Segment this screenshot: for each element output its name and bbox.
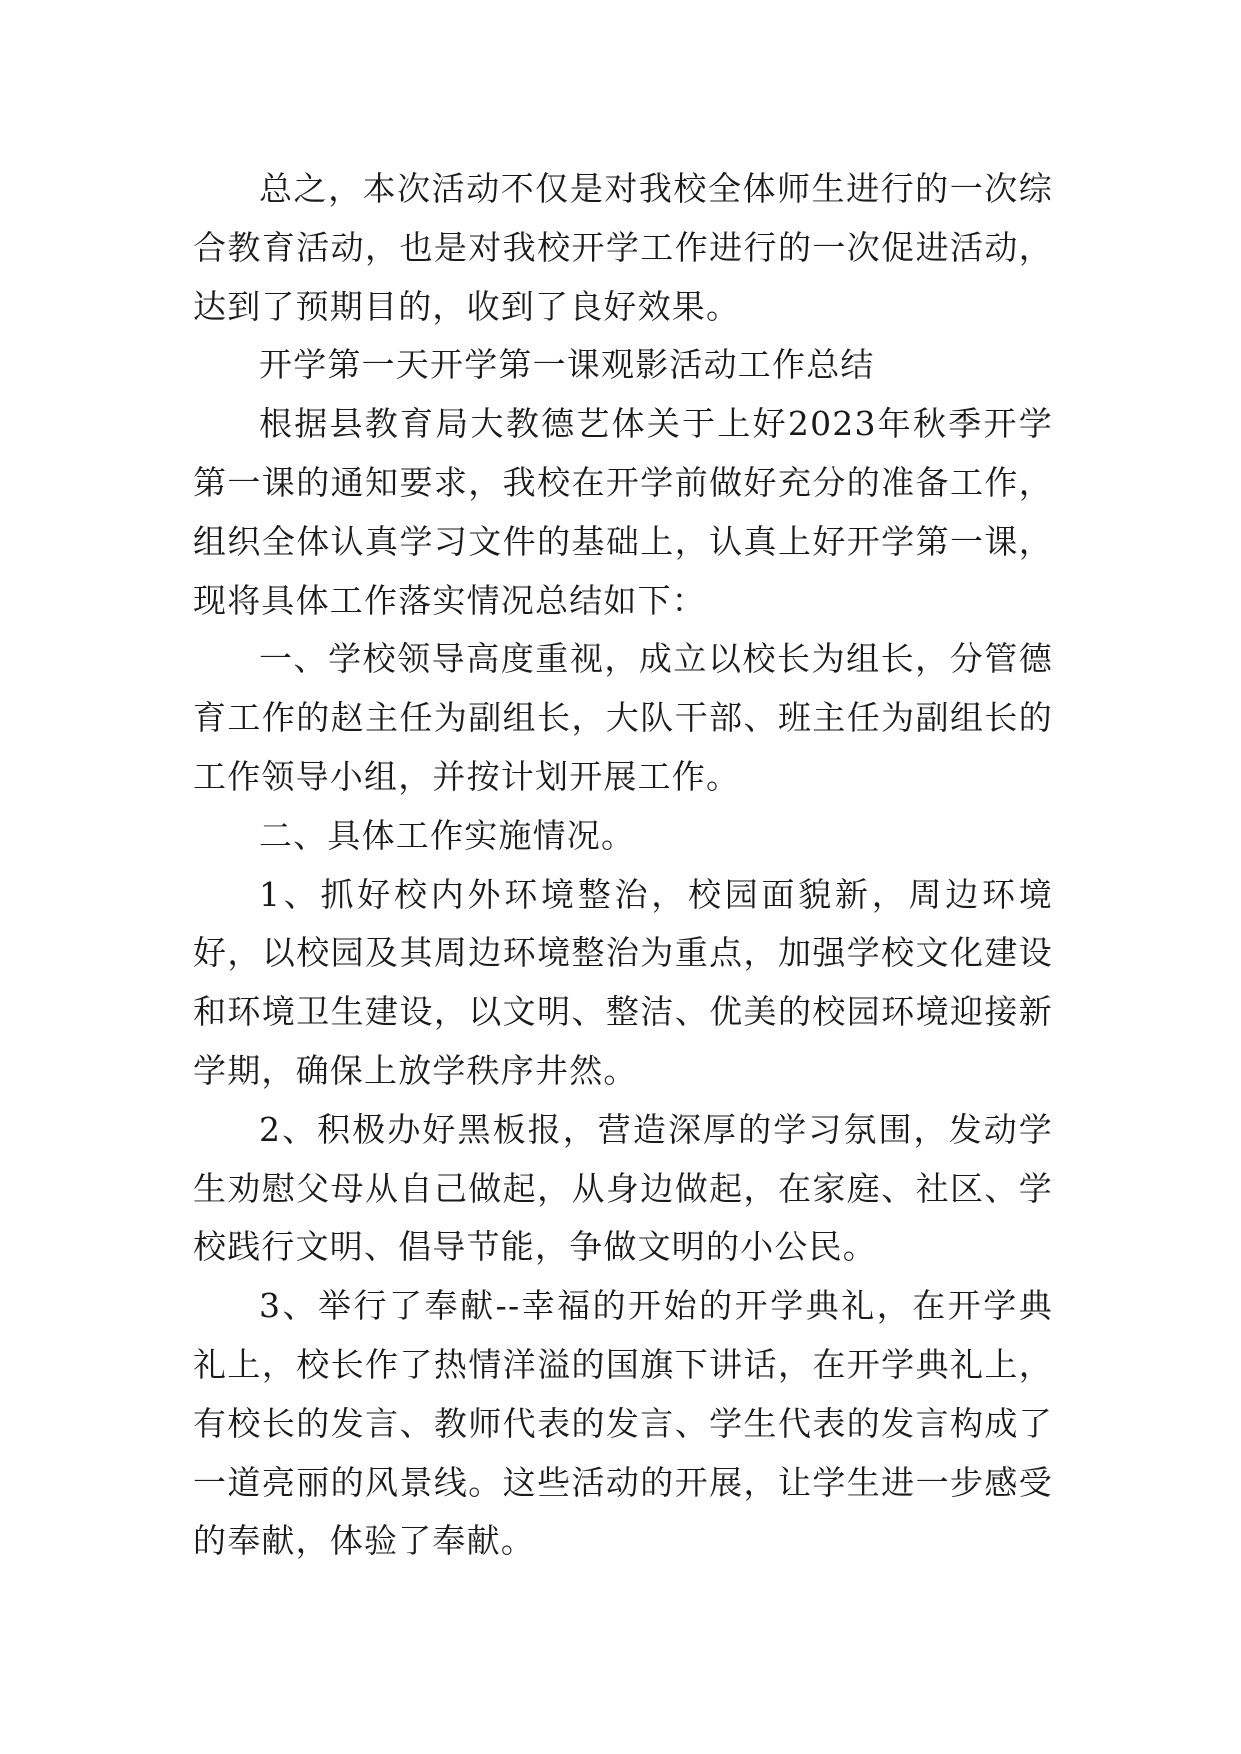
paragraph-point-1: 一、学校领导高度重视，成立以校长为组长，分管德育工作的赵主任为副组长，大队干部、班主任为副组长的工作领导小组，并按计划开展工作。 bbox=[193, 639, 1053, 796]
document-body bbox=[193, 160, 1053, 1571]
section-title: 开学第一天开学第一课观影活动工作总结 bbox=[259, 345, 875, 385]
paragraph-item-2: 2、积极办好黑板报，营造深厚的学习氛围，发动学生劝慰父母从自己做起，从身边做起，在家庭、社区、学校践行文明、倡导节能，争做文明的小公民。 bbox=[193, 1109, 1053, 1267]
paragraph-item-3: 3、举行了奉献--幸福的开始的开学典礼，在开学典礼上，校长作了热情洋溢的国旗下讲话，在开学典礼上，有校长的发言、教师代表的发言、学生代表的发言构成了一道亮丽的风景线。这些活动的开展，让学生进一步感受的奉献，体验了奉献。 bbox=[193, 1286, 1053, 1561]
paragraph-conclusion: 总之，本次活动不仅是对我校全体师生进行的一次综合教育活动，也是对我校开学工作进行的一次促进活动，达到了预期目的，收到了良好效果。 bbox=[193, 169, 1053, 326]
paragraph-point-2: 二、具体工作实施情况。 bbox=[259, 815, 636, 855]
paragraph-intro: 根据县教育局大教德艺体关于上好2023年秋季开学第一课的通知要求，我校在开学前做好充分的准备工作，组织全体认真学习文件的基础上，认真上好开学第一课，现将具体工作落实情况总结如下： bbox=[193, 404, 1053, 620]
paragraph-item-1: 1、抓好校内外环境整治，校园面貌新，周边环境好，以校园及其周边环境整治为重点，加强学校文化建设和环境卫生建设，以文明、整洁、优美的校园环境迎接新学期，确保上放学秩序井然。 bbox=[193, 874, 1053, 1090]
